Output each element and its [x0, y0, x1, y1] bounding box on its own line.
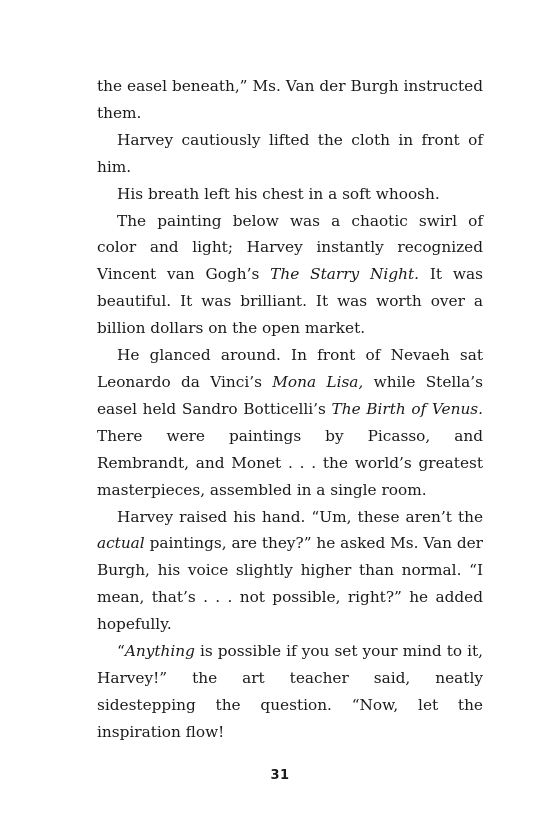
paragraph-text: The painting below was a chaotic swirl of color and light; Harvey instantly recognized Vincent van Gogh’s: [97, 211, 483, 284]
paragraph: [97, 73, 483, 127]
italic-title-text: actual: [97, 534, 145, 553]
italic-title-text: The Starry Night.: [270, 265, 419, 284]
paragraph: [97, 504, 483, 639]
italic-title-text: Anything: [124, 642, 195, 661]
paragraph-text: There were paintings by Picasso, and Rembrandt, and Monet . . . the world’s greatest masterpieces, assembled in a single room.: [97, 426, 483, 499]
paragraph: [97, 208, 483, 343]
paragraph-text: Harvey cautiously lifted the cloth in front of him.: [97, 130, 483, 176]
paragraph-text: His breath left his chest in a soft whoosh.: [117, 184, 440, 203]
paragraph-text: while Stella’s easel held Sandro Botticelli’s: [97, 372, 483, 418]
paragraph-text: “: [117, 642, 125, 661]
paragraph-text: It was beautiful. It was brilliant. It was worth over a billion dollars on the open market.: [97, 265, 483, 338]
paragraph: [97, 127, 483, 181]
paragraph-text: the easel beneath,” Ms. Van der Burgh instructed them.: [97, 77, 483, 122]
page-number: 31: [270, 768, 290, 783]
page-body: [97, 73, 483, 746]
paragraph-text: is possible if you set your mind to it, Harvey!” the art teacher said, neatly sidestepping the question. “Now, let the inspiration flow!: [97, 642, 483, 741]
italic-title-text: Mona Lisa,: [272, 372, 364, 391]
paragraph-text: He glanced around. In front of Nevaeh sat Leonardo da Vinci’s: [97, 346, 483, 391]
paragraph: [97, 342, 483, 503]
paragraph-text: paintings, are they?” he asked Ms. Van der Burgh, his voice slightly higher than normal. “I mean, that’s . . . not possible, right?” he added hopefully.: [97, 534, 483, 634]
paragraph: [97, 181, 483, 208]
paragraph: [97, 638, 483, 746]
paragraph-text: Harvey raised his hand. “Um, these aren’t the: [117, 507, 483, 526]
italic-title-text: The Birth of Venus.: [331, 399, 484, 418]
